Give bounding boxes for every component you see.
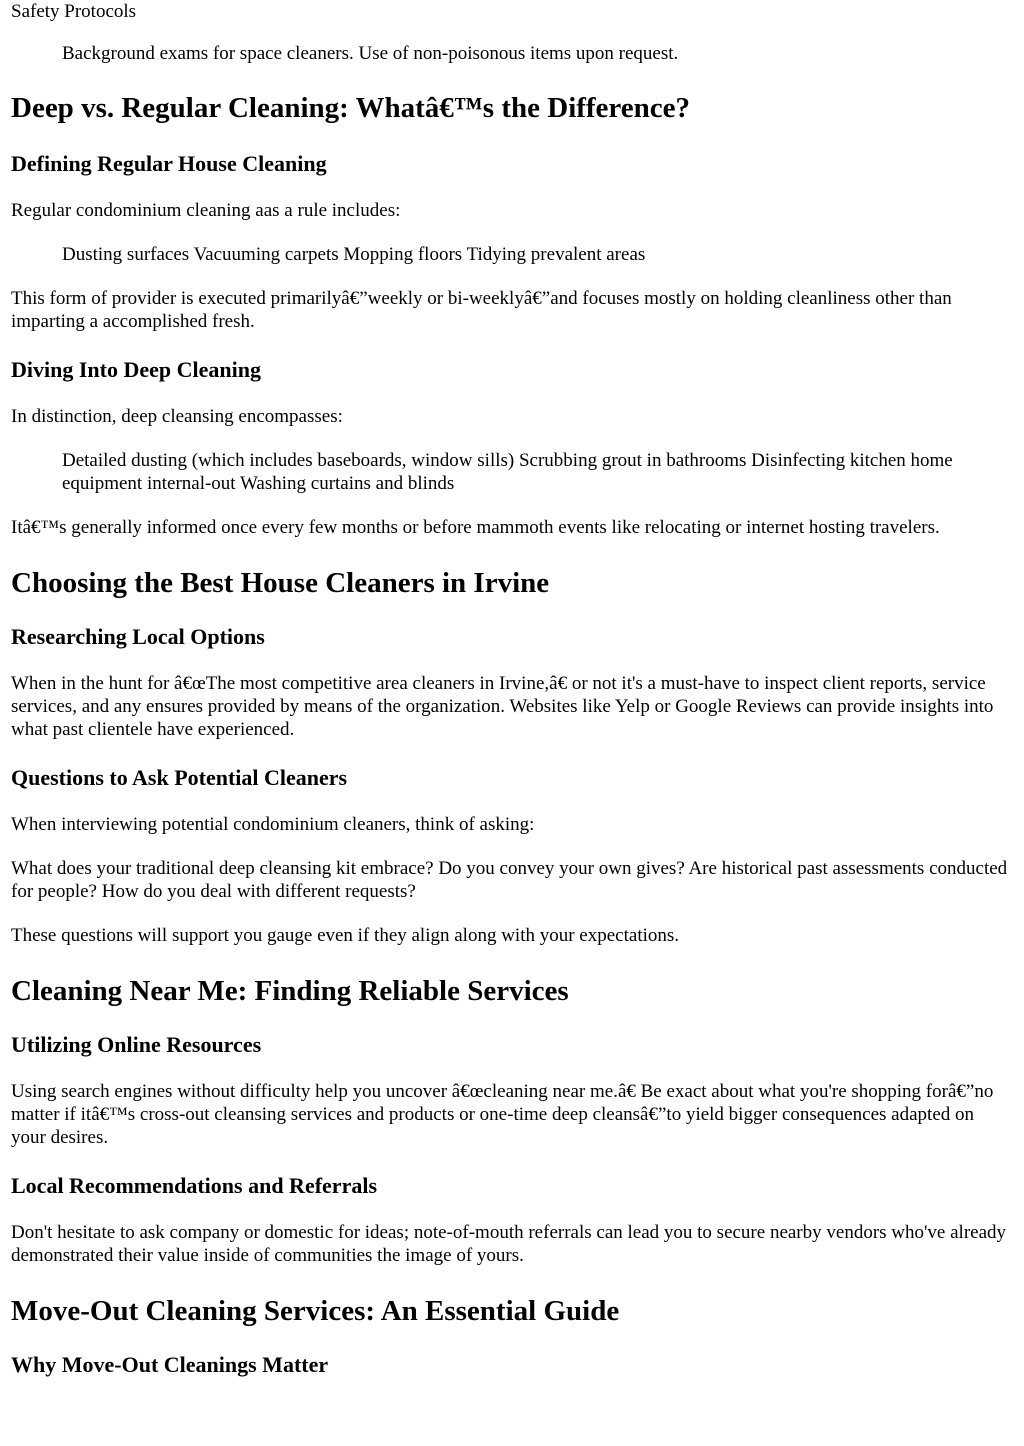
paragraph: Itâ€™s generally informed once every few months or before mammoth events like relocating or internet hosting travelers. [11,517,940,538]
subheading-diving-deep: Diving Into Deep Cleaning [11,357,261,382]
section-heading-choosing-best: Choosing the Best House Cleaners in Irvine [11,567,550,599]
paragraph: When in the hunt for â€œThe most competitive area cleaners in Irvine,â€ or not it's a must-have to inspect client reports, service services, and any ensures provided by means of the organization. Websites like Yelp or Google Reviews can provide insights into what past clientele have experienced. [11,673,994,740]
paragraph: When interviewing potential condominium cleaners, think of asking: [11,814,535,835]
subheading-questions-to-ask: Questions to Ask Potential Cleaners [11,765,348,790]
paragraph: What does your traditional deep cleansing kit embrace? Do you convey your own gives? Are historical past assessments conducted for people? How do you deal with different requests? [11,858,1008,902]
paragraph: This form of provider is executed primarilyâ€”weekly or bi-weeklyâ€”and focuses mostly on holding cleanliness other than imparting a accomplished fresh. [11,288,952,332]
section-heading-deep-vs-regular: Deep vs. Regular Cleaning: Whatâ€™s the Difference? [11,92,691,124]
intro-indent-text: Background exams for space cleaners. Use of non-poisonous items upon request. [62,43,679,64]
paragraph: Using search engines without difficulty help you uncover â€œcleaning near me.â€ Be exact about what you're shopping forâ€”no matter if itâ€™s cross-out cleansing services and products or one-time deep cleansâ€”to yield bigger consequences adapted on your desires. [11,1081,994,1148]
subheading-local-recommendations: Local Recommendations and Referrals [11,1173,378,1198]
indented-list-text: Dusting surfaces Vacuuming carpets Mopping floors Tidying prevalent areas [62,244,646,265]
paragraph: Regular condominium cleaning aas a rule includes: [11,200,401,221]
paragraph: In distinction, deep cleansing encompasses: [11,406,343,427]
indented-list-text: Detailed dusting (which includes baseboards, window sills) Scrubbing grout in bathrooms Disinfecting kitchen home equipment internal-out Washing curtains and blinds [62,450,953,494]
subheading-defining-regular: Defining Regular House Cleaning [11,151,327,176]
subheading-online-resources: Utilizing Online Resources [11,1032,262,1057]
section-heading-move-out: Move-Out Cleaning Services: An Essential Guide [11,1295,620,1327]
paragraph: Don't hesitate to ask company or domestic for ideas; note-of-mouth referrals can lead you to secure nearby vendors who've already demonstrated their value inside of communities the image of yours. [11,1222,1007,1266]
subheading-why-move-out: Why Move-Out Cleanings Matter [11,1352,329,1377]
paragraph: These questions will support you gauge even if they align along with your expectations. [11,925,680,946]
subheading-researching-local: Researching Local Options [11,624,265,649]
intro-label: Safety Protocols [11,1,137,22]
section-heading-cleaning-near-me: Cleaning Near Me: Finding Reliable Services [11,975,569,1007]
